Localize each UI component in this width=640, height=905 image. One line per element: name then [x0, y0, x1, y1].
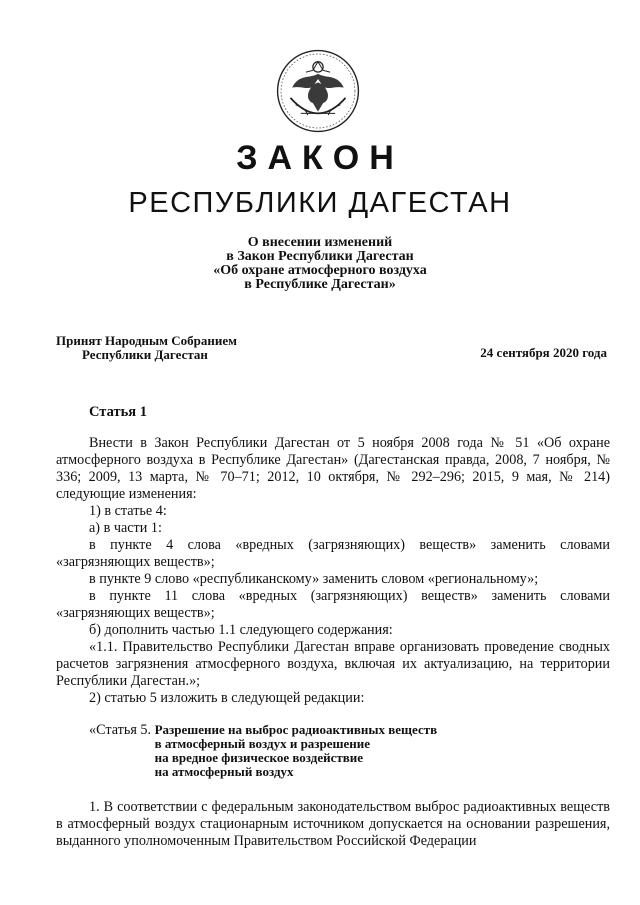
law-subtitle: РЕСПУБЛИКИ ДАГЕСТАН: [128, 187, 512, 219]
paragraph: Внести в Закон Республики Дагестан от 5 ноября 2008 года № 51 «Об охране атмосферного воздуха в Республике Дагестан» (Дагестанская правда, 2008, 7 ноября, № 336; 2009, 13 марта, № 70–71; 2012, 10 октября, № 292–296; 2015, 9 мая, № 214) следующие изменения:: [56, 435, 610, 502]
article-1-title: Статья 1: [89, 404, 147, 420]
paragraph: 1. В соответствии с федеральным законодательством выброс радиоактивных веществ в атмосферный воздух стационарным источником допускается на основании разрешения, выданного уполномоченным Правительством Российской Федерации: [56, 799, 610, 849]
adoption-block: Принят Народным Собранием Республики Дагестан: [56, 333, 238, 362]
article-1-body: [56, 435, 610, 850]
paragraph: 2) статью 5 изложить в следующей редакции:: [89, 690, 365, 706]
article-5-title: Разрешение на выброс радиоактивных веществ в атмосферный воздух и разрешение на вредное физическое воздействие на атмосферный воздух: [154, 722, 438, 779]
coat-of-arms-icon: [275, 48, 361, 134]
law-heading: О внесении изменений в Закон Республики Дагестан «Об охране атмосферного воздуха в Республике Дагестан»: [213, 235, 427, 292]
paragraph: «1.1. Правительство Республики Дагестан вправе организовать проведение сводных расчетов загрязнения атмосферного воздуха, включая их актуализацию, на территории Республики Дагестан.»;: [56, 639, 610, 689]
paragraph: в пункте 11 слова «вредных (загрязняющих) веществ» заменить словами «загрязняющих веществ»;: [56, 588, 610, 621]
paragraph: в пункте 4 слова «вредных (загрязняющих) веществ» заменить словами «загрязняющих веществ»;: [56, 537, 610, 570]
article-5-heading: [56, 723, 610, 779]
adoption-date: 24 сентября 2020 года: [480, 345, 607, 360]
paragraph: а) в части 1:: [89, 520, 162, 536]
paragraph: 1) в статье 4:: [89, 503, 167, 519]
article-5-label: «Статья 5.: [89, 722, 155, 738]
paragraph: в пункте 9 слово «республиканскому» заменить словом «региональному»;: [89, 571, 539, 587]
law-title: ЗАКОН: [236, 139, 404, 177]
paragraph: б) дополнить частью 1.1 следующего содержания:: [89, 622, 393, 638]
